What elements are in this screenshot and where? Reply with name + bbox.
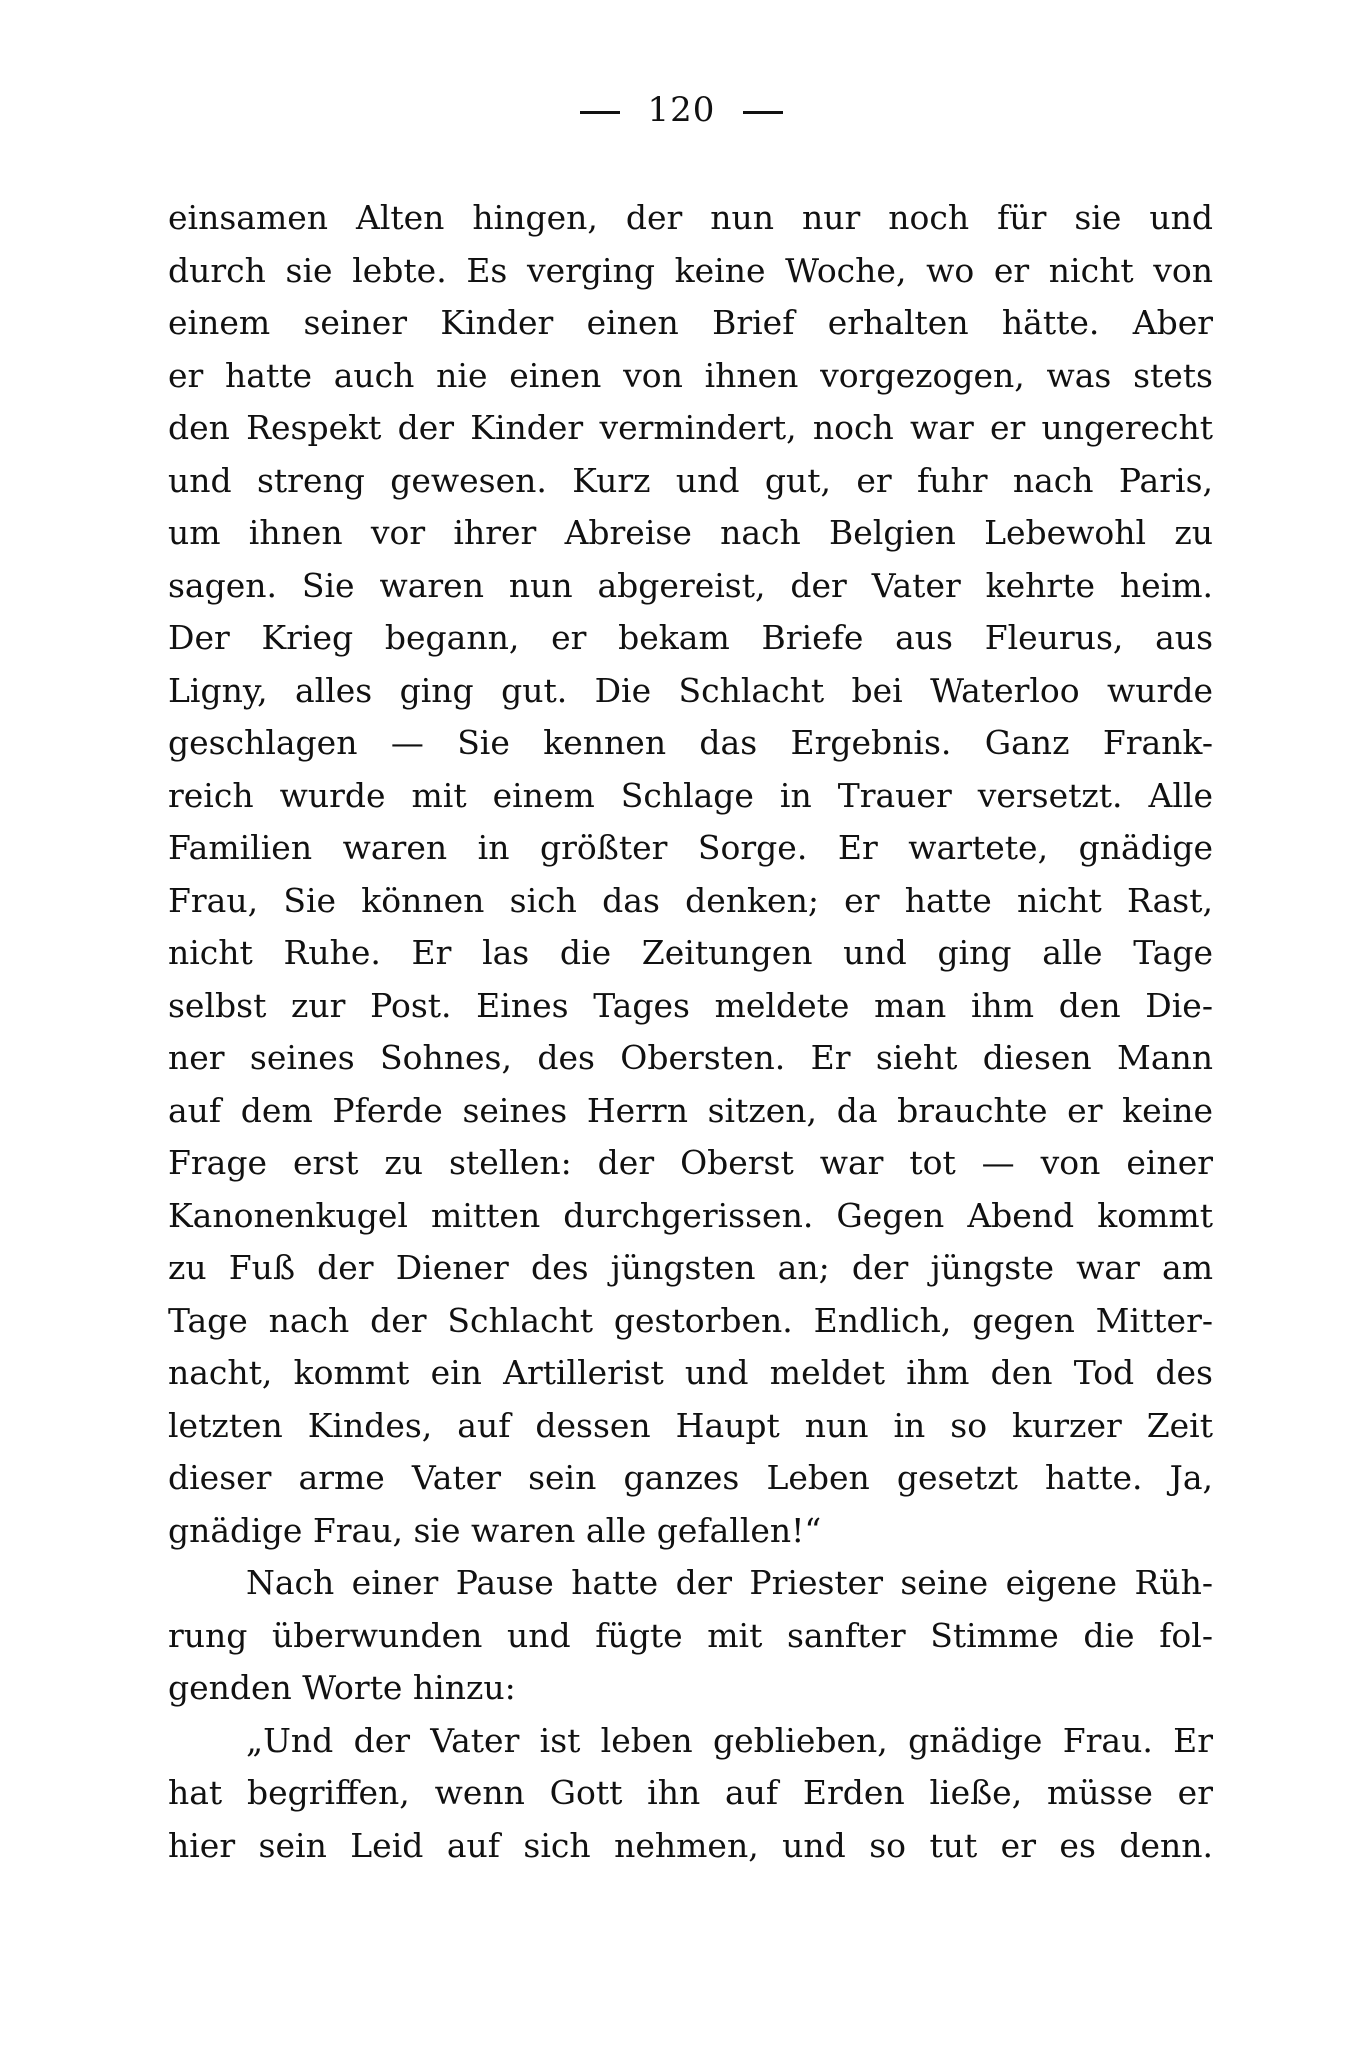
text-line: genden Worte hinzu:: [168, 1668, 516, 1707]
text-line: Familien waren in größter Sorge. Er wartete, gnädige: [168, 828, 1213, 867]
text-line: dieser arme Vater sein ganzes Leben gesetzt hatte. Ja,: [168, 1458, 1213, 1497]
text-line: zu Fuß der Diener des jüngsten an; der jüngste war am: [168, 1248, 1213, 1287]
text-line: hier sein Leid auf sich nehmen, und so tut er es denn.: [168, 1825, 1213, 1865]
text-line: Tage nach der Schlacht gestorben. Endlich, gegen Mitter-: [168, 1300, 1213, 1340]
body-text: [168, 192, 1213, 1872]
right-dash: [743, 111, 783, 114]
text-line: Frau, Sie können sich das denken; er hatte nicht Rast,: [168, 880, 1213, 920]
text-line: einem seiner Kinder einen Brief erhalten hätte. Aber: [168, 303, 1213, 342]
text-line: rung überwunden und fügte mit sanfter Stimme die fol-: [168, 1615, 1213, 1655]
text-line: einsamen Alten hingen, der nun nur noch für sie und: [168, 198, 1213, 237]
text-line: selbst zur Post. Eines Tages meldete man ihm den Die-: [168, 985, 1213, 1025]
text-line: nacht, kommt ein Artillerist und meldet ihm den Tod des: [168, 1353, 1213, 1392]
text-line: nicht Ruhe. Er las die Zeitungen und ging alle Tage: [168, 933, 1213, 972]
left-dash: [580, 111, 620, 114]
text-line: und streng gewesen. Kurz und gut, er fuhr nach Paris,: [168, 460, 1213, 500]
text-line: auf dem Pferde seines Herrn sitzen, da brauchte er keine: [168, 1090, 1213, 1130]
page-number: 120: [647, 90, 716, 130]
text-line: um ihnen vor ihrer Abreise nach Belgien Lebewohl zu: [168, 513, 1213, 552]
text-line: durch sie lebte. Es verging keine Woche, wo er nicht von: [168, 250, 1213, 290]
text-line: den Respekt der Kinder vermindert, noch war er ungerecht: [168, 408, 1213, 447]
text-line: gnädige Frau, sie waren alle gefallen!“: [168, 1510, 822, 1550]
text-line: reich wurde mit einem Schlage in Trauer versetzt. Alle: [168, 775, 1213, 815]
page-number-header: [0, 90, 1363, 130]
text-line: hat begriffen, wenn Gott ihn auf Erden ließe, müsse er: [168, 1773, 1213, 1812]
text-line: „Und der Vater ist leben geblieben, gnädige Frau. Er: [246, 1720, 1213, 1760]
text-line: Ligny, alles ging gut. Die Schlacht bei Waterloo wurde: [168, 670, 1213, 710]
text-line: Der Krieg begann, er bekam Briefe aus Fleurus, aus: [168, 618, 1213, 657]
text-line: sagen. Sie waren nun abgereist, der Vater kehrte heim.: [168, 565, 1213, 605]
text-line: Frage erst zu stellen: der Oberst war tot — von einer: [168, 1143, 1213, 1182]
text-line: Kanonenkugel mitten durchgerissen. Gegen Abend kommt: [168, 1195, 1213, 1235]
text-line: ner seines Sohnes, des Obersten. Er sieht diesen Mann: [168, 1038, 1213, 1077]
text-line: er hatte auch nie einen von ihnen vorgezogen, was stets: [168, 355, 1213, 395]
text-line: letzten Kindes, auf dessen Haupt nun in so kurzer Zeit: [168, 1405, 1213, 1445]
text-line: Nach einer Pause hatte der Priester seine eigene Rüh-: [246, 1563, 1213, 1602]
text-line: geschlagen — Sie kennen das Ergebnis. Ganz Frank-: [168, 723, 1213, 762]
